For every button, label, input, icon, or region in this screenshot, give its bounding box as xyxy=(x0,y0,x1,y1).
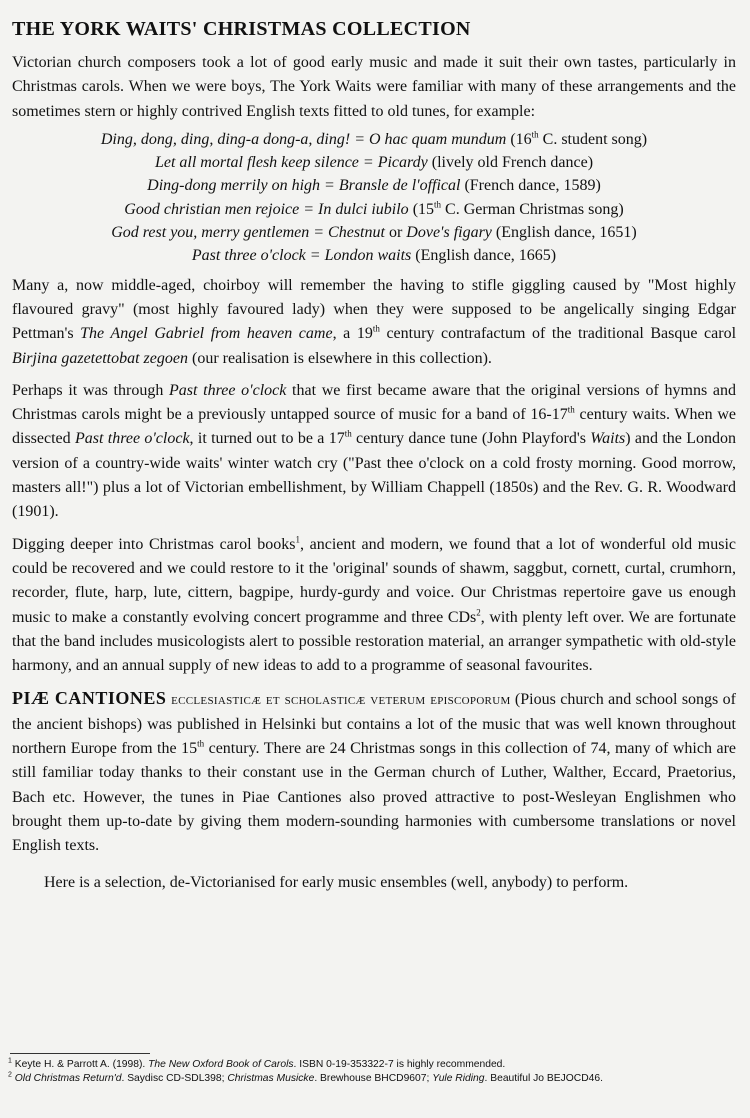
paragraph-choirboy: Many a, now middle-aged, choirboy will remember the having to stifle giggling caused by "Most highly flavoured gravy" (most highly favoured lady) when they were supposed to be angelically singing Edgar Pettman's The Angel Gabriel from heaven came, a 19th century contrafactum of the traditional Basque carol Birjina gazetettobat zegoen (our realisation is elsewhere in this collection). xyxy=(12,276,737,367)
footnote-1: $^1$ Keyte H. & Parrott A. (1998). The New Oxford Book of Carols. ISBN 0-19-353322-7 is highly recommended. xyxy=(8,1057,506,1070)
footnote-divider xyxy=(10,1053,150,1054)
piae-cantiones-heading: PIÆ CANTIONES xyxy=(12,688,167,709)
example-line xyxy=(12,128,736,151)
example-note: (lively old French dance) xyxy=(427,154,594,172)
superscript: th xyxy=(434,199,442,210)
example-line xyxy=(12,244,736,267)
paragraph-piae-cantiones: PIÆ CANTIONES ecclesiasticæ et scholasticæ veterum episcoporum (Pious church and school songs of the ancient bishops) was published in Helsinki but contains a lot of the music that was well known throughout northern Europe from the 15th century. There are 24 Christmas songs in this collection of 74, many of which are still familiar today thanks to their constant use in the German church of Luther, Walther, Eccard, Praetorius, Bach etc. However, the tunes in Piae Cantiones also proved attractive to post-Wesleyan Englishmen who brought them up-to-date by giving them modern-sounding harmonies with cumbersome translations or novel English texts. xyxy=(12,688,736,855)
example-text: Ding-dong merrily on high = Bransle de l'offical xyxy=(147,177,461,195)
intro-paragraph: Victorian church composers took a lot of good early music and made it suit their own tastes, particularly in Christmas carols. When we were boys, The York Waits were familiar with many of these arrangements and the sometimes stern or highly contrived English texts fitted to old tunes, for example: xyxy=(12,54,736,120)
example-text: Ding, dong, ding, ding-a dong-a, ding! = O hac quam mundum xyxy=(100,130,507,148)
footnotes xyxy=(8,1058,738,1086)
example-text: Let all mortal flesh keep silence = Picardy xyxy=(154,154,428,172)
example-note: C. student song) xyxy=(538,130,648,148)
paragraph-past-three: Perhaps it was through Past three o'clock that we first became aware that the original versions of hymns and Christmas carols might be a previously untapped source of music for a band of 16-17th century waits. When we dissected Past three o'clock, it turned out to be a 17th century dance tune (John Playford's Waits) and the London version of a country-wide waits' winter watch cry ("Past thee o'clock on a cold frosty morning. Good morrow, masters all!") plus a lot of Victorian embellishment, by William Chappell (1850s) and the Rev. G. R. Woodward (1901). xyxy=(12,381,736,521)
page-title: THE YORK WAITS' CHRISTMAS COLLECTION xyxy=(12,18,471,40)
example-note: (15 xyxy=(408,200,435,218)
example-line xyxy=(12,198,736,221)
examples-list xyxy=(12,128,736,268)
example-note: or xyxy=(384,224,407,242)
example-line xyxy=(12,221,736,244)
example-text: God rest you, merry gentlemen = Chestnut xyxy=(111,224,385,242)
example-text: Good christian men rejoice = In dulci iubilo xyxy=(124,200,409,218)
example-line xyxy=(12,174,736,197)
example-line xyxy=(12,151,736,174)
paragraph-digging-deeper: Digging deeper into Christmas carol books$^1$, ancient and modern, we found that a lot of wonderful old music could be recovered and we could restore to it the 'original' sounds of shawm, saggbut, cornett, curtal, crumhorn, recorder, flute, harp, lute, cittern, bagpipe, hurdy-gurdy and voice. Our Christmas repertoire gave us enough music to make a constantly evolving concert programme and three CDs$^2$, with plenty left over. We are fortunate that the band includes musicologists alert to possible restoration material, an arranger sympathetic with old-style harmony, and an annual supply of new ideas to add to a programme of seasonal favourites. xyxy=(12,534,737,675)
example-note: (English dance, 1665) xyxy=(411,247,557,265)
example-text: Dove's figary xyxy=(406,224,492,242)
example-note: (French dance, 1589) xyxy=(460,177,601,195)
closing-line: Here is a selection, de-Victorianised for early music ensembles (well, anybody) to perform. xyxy=(44,873,629,891)
superscript: th xyxy=(531,129,539,140)
example-note: (16 xyxy=(506,130,532,148)
footnote-2: $^2$ Old Christmas Return'd. Saydisc CD-SDL398; Christmas Musicke. Brewhouse BHCD9607; Yule Riding. Beautiful Jo BEJOCD46. xyxy=(8,1071,603,1084)
example-text: Past three o'clock = London waits xyxy=(191,247,412,265)
example-note: C. German Christmas song) xyxy=(441,200,624,218)
example-note: (English dance, 1651) xyxy=(491,224,637,242)
